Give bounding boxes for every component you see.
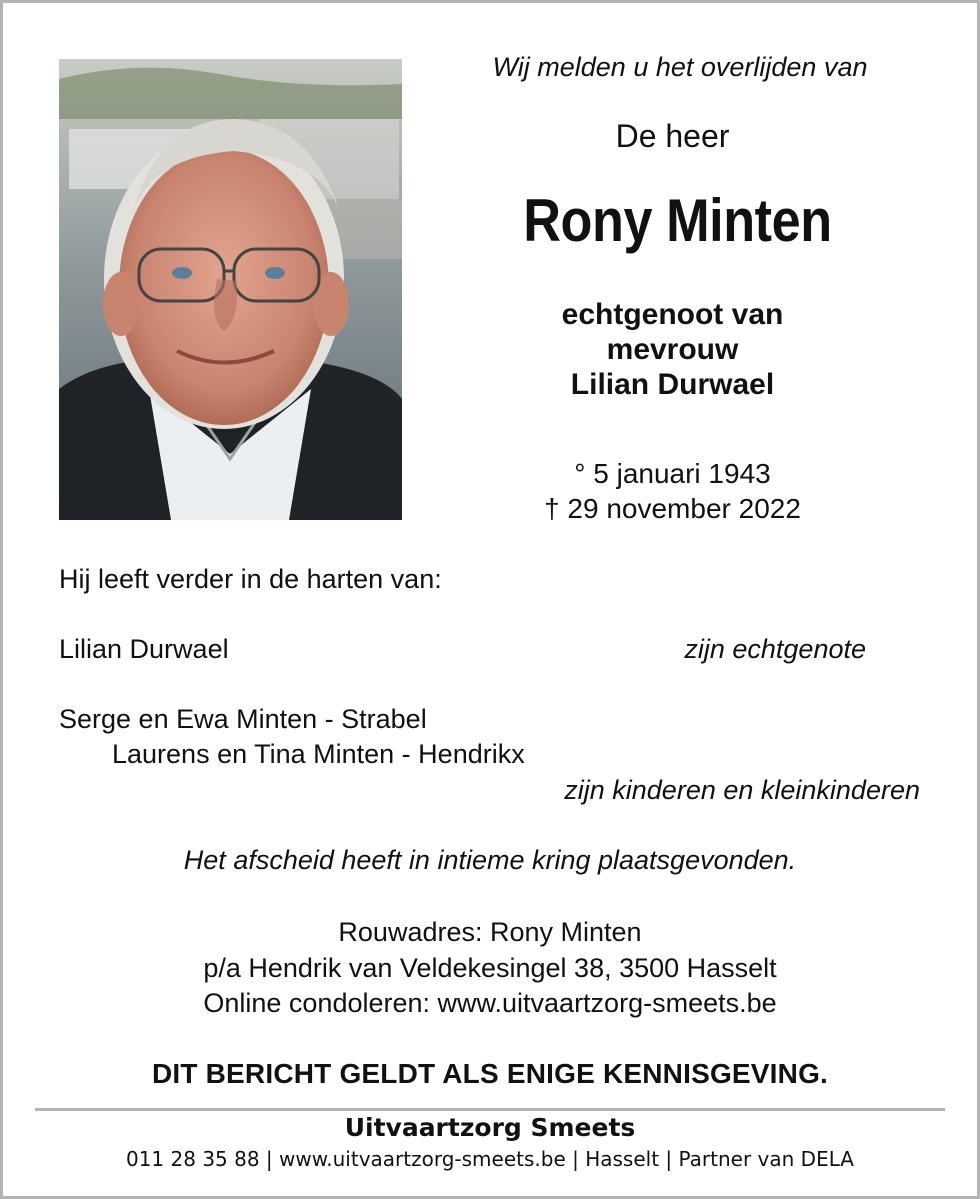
birth-date: ° 5 januari 1943	[574, 458, 771, 489]
children-role: zijn kinderen en kleinkinderen	[564, 775, 920, 805]
funeral-home-name: Uitvaartzorg Smeets	[344, 1113, 636, 1142]
farewell-text: Het afscheid heeft in intieme kring plaatsgevonden.	[183, 845, 797, 875]
condolences-line: Online condoleren: www.uitvaartzorg-smeets.be	[203, 988, 777, 1018]
intro-text: Wij melden u het overlijden van	[492, 52, 868, 82]
spouse-block	[410, 297, 935, 402]
death-date: † 29 november 2022	[544, 493, 801, 524]
funeral-home-details: 011 28 35 88 | www.uitvaartzorg-smeets.be | Hasselt | Partner van DELA	[125, 1147, 854, 1171]
address-line-2: p/a Hendrik van Veldekesingel 38, 3500 Hasselt	[203, 953, 777, 983]
survivor-spouse-role: zijn echtgenote	[684, 634, 866, 664]
notice-text: DIT BERICHT GELDT ALS ENIGE KENNISGEVING.	[151, 1058, 829, 1089]
survivor-child: Serge en Ewa Minten - Strabel	[59, 704, 427, 734]
deceased-name: Rony Minten	[523, 187, 832, 254]
spouse-line-2: mevrouw	[606, 333, 739, 366]
survivor-grandchild: Laurens en Tina Minten - Hendrikx	[112, 739, 525, 769]
spouse-line-1: echtgenoot van	[561, 298, 784, 331]
portrait-photo	[59, 59, 402, 520]
survivors-intro: Hij leeft verder in de harten van:	[59, 564, 442, 594]
dates-block	[410, 456, 935, 526]
spouse-line-3: Lilian Durwael	[570, 368, 775, 401]
survivor-spouse-name: Lilian Durwael	[59, 634, 229, 664]
footer-divider	[35, 1108, 945, 1111]
honorific: De heer	[615, 118, 730, 154]
address-line-1: Rouwadres: Rony Minten	[338, 917, 642, 947]
